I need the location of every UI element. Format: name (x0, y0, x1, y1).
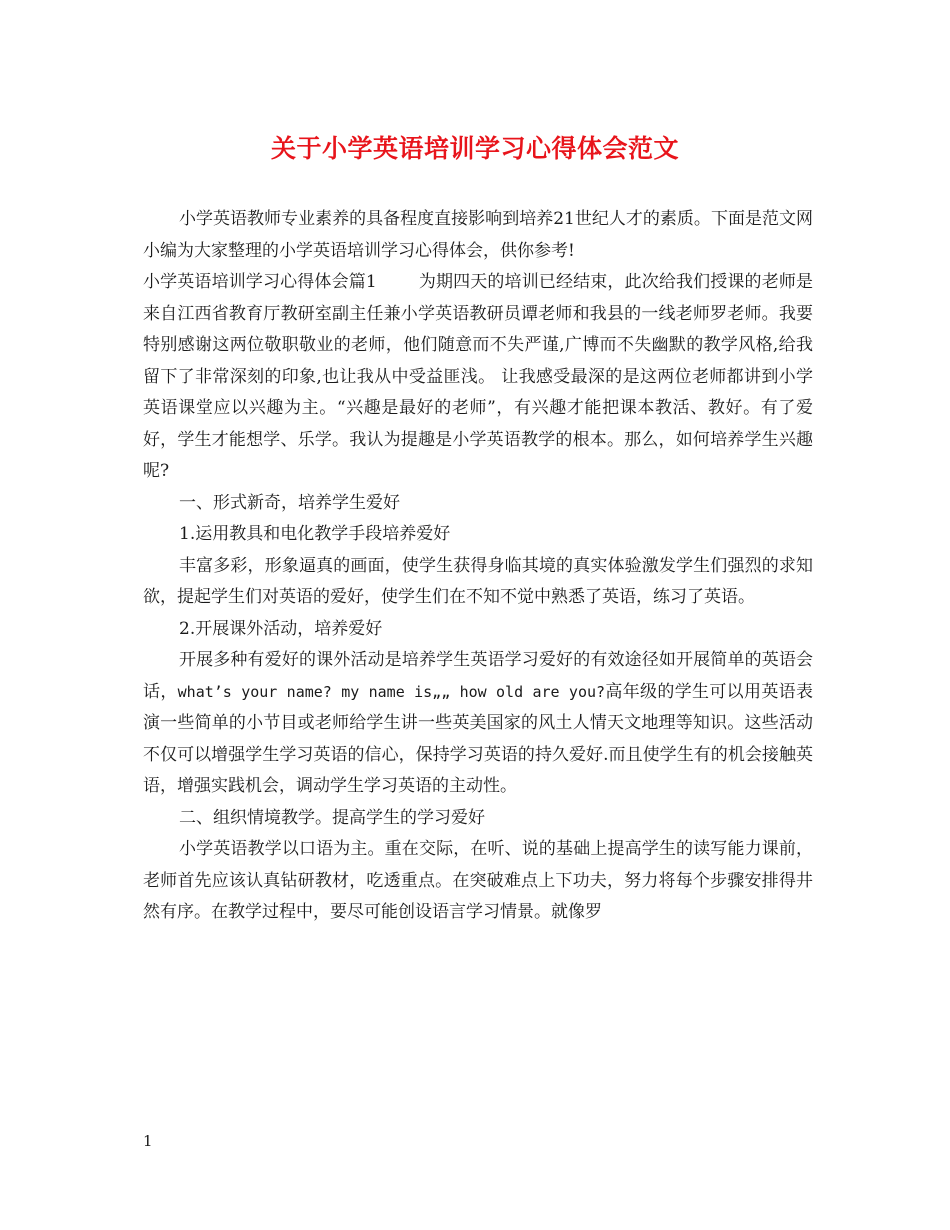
item-two-body (143, 645, 813, 803)
item-one-heading: 1.运用教具和电化教学手段培养爱好 (179, 524, 451, 544)
item-one-body: 丰富多彩，形象逼真的画面，使学生获得身临其境的真实体验激发学生们强烈的求知欲，提起学生们对英语的爱好，使学生们在不知不觉中熟悉了英语，练习了英语。 (143, 555, 813, 607)
section-one-heading: 一、形式新奇，培养学生爱好 (179, 492, 400, 513)
item-two-heading: 2.开展课外活动，培养爱好 (179, 618, 383, 639)
section-two-body: 小学英语教学以口语为主。重在交际，在听、说的基础上提高学生的读写能力课前，老师首先应该认真钻研教材，吃透重点。在突破难点上下功夫，努力将每个步骤安排得井然有序。在教学过程中，要尽可能创设语言学习情景。就像罗 (143, 839, 813, 922)
item-two-body-intro: 开展多种有爱好的课外活动是培养学生英语学习爱好的有效途径如开展简单的英语会话， (143, 650, 813, 702)
essay-one-paragraph (143, 267, 813, 488)
document-title: 关于小学英语培训学习心得体会范文 (270, 134, 679, 163)
page-number: 1 (143, 1132, 153, 1150)
item-two-body-rest: 高年级的学生可以用英语表演一些简单的小节目或老师给学生讲一些英美国家的风土人情天文地理等知识。这些活动不仅可以增强学生学习英语的信心，保持学习英语的持久爱好.而且使学生有的机会接触英语，增强实践机会，调动学生学习英语的主动性。 (143, 681, 813, 796)
intro-paragraph: 小学英语教师专业素养的具备程度直接影响到培养21世纪人才的素质。下面是范文网小编为大家整理的小学英语培训学习心得体会，供你参考! (143, 209, 813, 261)
english-dialogue-example: what’s your name? my name is„„ how old are you? (177, 682, 606, 701)
essay-one-heading: 小学英语培训学习心得体会篇1 (143, 272, 377, 292)
section-two-heading: 二、组织情境教学。提高学生的学习爱好 (179, 807, 485, 828)
essay-one-body: 为期四天的培训已经结束，此次给我们授课的老师是来自江西省教育厅教研室副主任兼小学英语教研员谭老师和我县的一线老师罗老师。我要特别感谢这两位敬职敬业的老师，他们随意而不失严谨,广博而不失幽默的教学风格,给我留下了非常深刻的印象,也让我从中受益匪浅。 让我感受最深的是这两位老师都讲到小学英语课堂应以兴趣为主。“兴趣是最好的老师”，有兴趣才能把课本教活、教好。有了爱好，学生才能想学、乐学。我认为提趣是小学英语教学的根本。那么，如何培养学生兴趣呢? (143, 272, 813, 481)
document-body (143, 204, 813, 929)
